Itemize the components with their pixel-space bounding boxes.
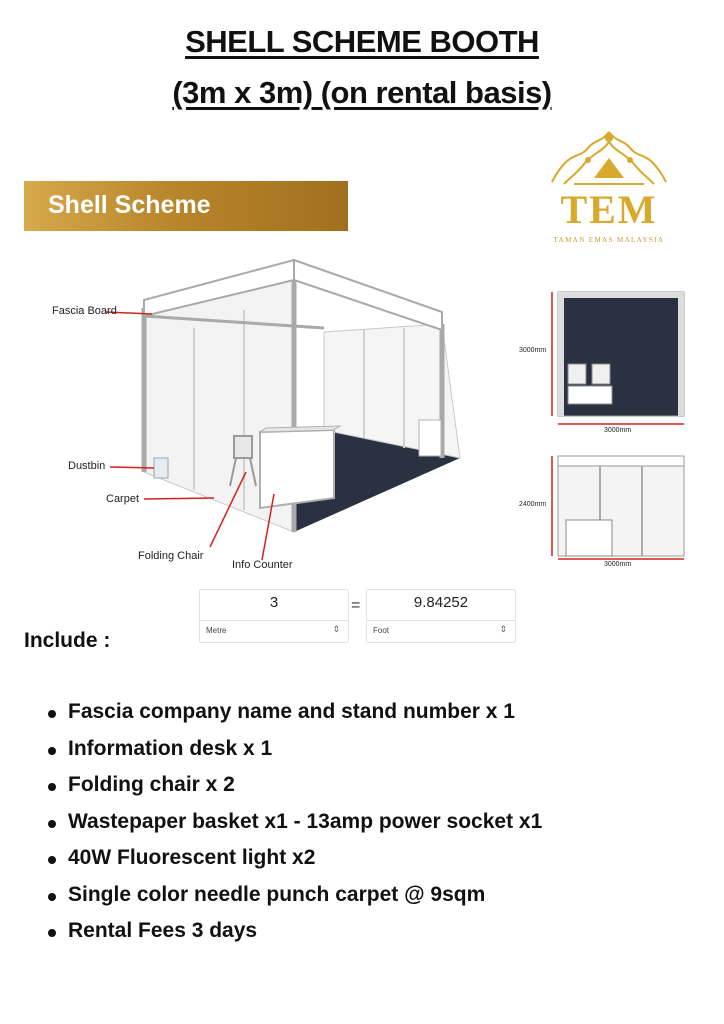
booth-illustration (24, 250, 464, 585)
select-arrows-icon: ⇕ (332, 624, 340, 634)
info-counter-shape (260, 430, 334, 508)
bullet-icon (48, 783, 56, 791)
list-item-text: Rental Fees 3 days (68, 919, 258, 942)
carpet-label: Carpet (106, 493, 140, 505)
plan-height-dim: 3000mm (519, 347, 547, 354)
list-item-text: Information desk x 1 (68, 736, 273, 760)
plan-view-diagram (518, 288, 690, 438)
equals-sign: = (351, 597, 361, 614)
plan-width-dim: 3000mm (604, 427, 632, 434)
foot-unit-select[interactable] (367, 620, 515, 643)
bullet-icon (48, 929, 56, 937)
include-heading: Include : (24, 629, 111, 652)
logo-wordmark: TEM (560, 187, 658, 232)
metre-unit-label: Metre (206, 626, 227, 635)
elevation-width-dim: 3000mm (604, 561, 632, 568)
foot-converter-box (366, 589, 516, 643)
list-item (40, 737, 542, 774)
list-item (40, 773, 542, 810)
info-counter-label: Info Counter (232, 559, 293, 571)
select-arrows-icon: ⇕ (499, 624, 507, 634)
list-item-text: 40W Fluorescent light x2 (68, 846, 316, 869)
foot-value-input[interactable]: 9.84252 (413, 594, 469, 611)
list-item-text: Fascia company name and stand number x 1 (68, 700, 515, 723)
inclusions-list (40, 700, 542, 956)
banner-label: Shell Scheme (48, 191, 211, 219)
bullet-icon (48, 747, 56, 755)
metre-value-input[interactable]: 3 (269, 594, 279, 611)
tem-logo (544, 128, 674, 250)
page-title-line-1: SHELL SCHEME BOOTH (185, 24, 539, 59)
bullet-icon (48, 856, 56, 864)
dustbin-shape (154, 458, 168, 478)
metre-unit-select[interactable] (200, 620, 348, 643)
list-item (40, 810, 542, 847)
list-item (40, 883, 542, 920)
logo-subtitle: TAMAN EMAS MALAYSIA (553, 236, 665, 244)
dustbin-label: Dustbin (68, 460, 106, 472)
bullet-icon (48, 893, 56, 901)
list-item-text: Single color needle punch carpet @ 9sqm (68, 882, 486, 906)
bullet-icon (48, 710, 56, 718)
list-item-text: Folding chair x 2 (68, 773, 235, 796)
fascia-board-label: Fascia Board (52, 305, 117, 317)
list-item-text: Wastepaper basket x1 - 13amp power socket x1 (68, 809, 543, 833)
shell-scheme-banner (24, 181, 348, 231)
back-counter (419, 420, 441, 456)
metre-converter-box (199, 589, 349, 643)
folding-chair-label: Folding Chair (138, 550, 204, 562)
foot-unit-label: Foot (373, 626, 390, 635)
list-item (40, 919, 542, 956)
crown-ornament-icon (544, 128, 674, 190)
list-item (40, 846, 542, 883)
list-item (40, 700, 542, 737)
bullet-icon (48, 820, 56, 828)
page-title-line-2: (3m x 3m) (on rental basis) (172, 75, 552, 110)
elevation-height-dim: 2400mm (519, 501, 547, 508)
